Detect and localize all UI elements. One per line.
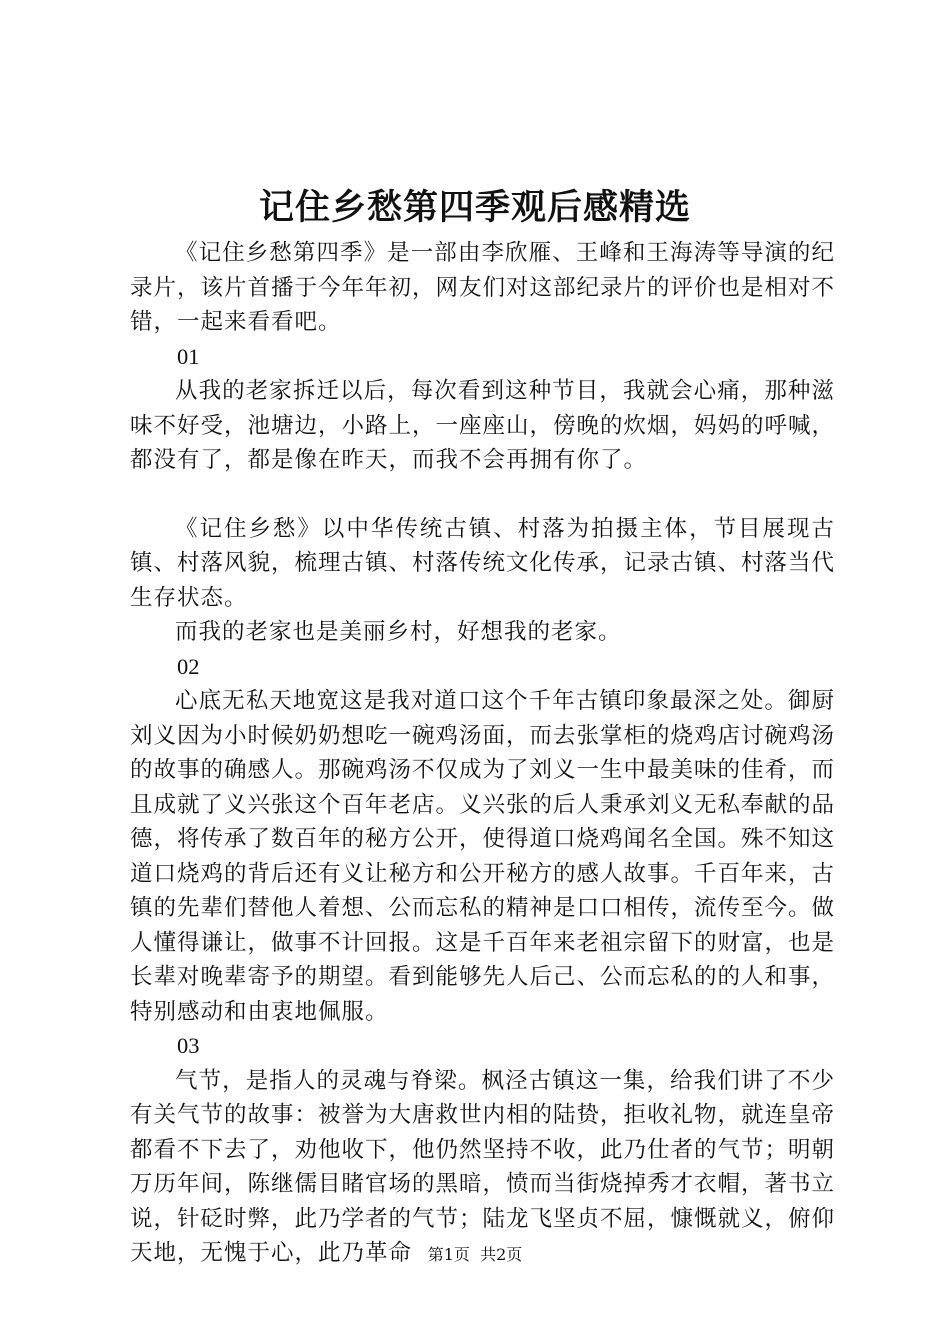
page-footer xyxy=(0,1243,950,1267)
section-number: 01 xyxy=(177,343,200,369)
page-total: 共2页 xyxy=(480,1245,523,1264)
paragraph: 《记住乡愁》以中华传统古镇、村落为拍摄主体，节目展现古镇、村落风貌，梳理古镇、村落传统文化传承，记录古镇、村落当代生存状态。 xyxy=(130,515,836,611)
section-number: 03 xyxy=(177,1033,200,1058)
paragraph: 而我的老家也是美丽乡村，好想我的老家。 xyxy=(175,619,622,645)
paragraph-intro: 《记住乡愁第四季》是一部由李欣雁、王峰和王海涛等导演的纪录片，该片首播于今年年初，网友们对这部纪录片的评价也是相对不错，一起来看看吧。 xyxy=(130,240,836,335)
page-number: 第1页 xyxy=(427,1245,470,1264)
document-body xyxy=(130,236,835,1271)
paragraph: 心底无私天地宽这是我对道口这个千年古镇印象最深之处。御厨刘义因为小时候奶奶想吃一碗鸡汤面，而去张掌柜的烧鸡店讨碗鸡汤的故事的确感人。那碗鸡汤不仅成为了刘义一生中最美味的佳肴，而且成就了义兴张这个百年老店。义兴张的后人秉承刘义无私奉献的品德，将传承了数百年的秘方公开，使得道口烧鸡闻名全国。殊不知这道口烧鸡的背后还有义让秘方和公开秘方的感人故事。千百年来，古镇的先辈们替他人着想、公而忘私的精神是口口相传，流传至今。做人懂得谦让，做事不计回报。这是千百年来老祖宗留下的财富，也是长辈对晚辈寄予的期望。看到能够先人后己、公而忘私的的人和事，特别感动和由衷地佩服。 xyxy=(130,688,836,1025)
section-number: 02 xyxy=(177,653,200,679)
paragraph: 从我的老家拆迁以后，每次看到这种节目，我就会心痛，那种滋味不好受，池塘边，小路上，一座座山，傍晚的炊烟，妈妈的呼喊，都没有了，都是像在昨天，而我不会再拥有你了。 xyxy=(130,378,836,473)
document-title: 记住乡愁第四季观后感精选 xyxy=(258,187,691,228)
paragraph: 气节，是指人的灵魂与脊梁。枫泾古镇这一集，给我们讲了不少有关气节的故事：被誉为大唐救世内相的陆贽，拒收礼物，就连皇帝都看不下去了，劝他收下，他仍然坚持不收，此乃仕者的气节；明朝万历年间，陈继儒目睹官场的黑暗，愤而当街烧掉秀才衣帽，著书立说，针砭时弊，此乃学者的气节；陆龙飞坚贞不屈，慷慨就义，俯仰天地，无愧于心，此乃革命 xyxy=(130,1067,836,1266)
